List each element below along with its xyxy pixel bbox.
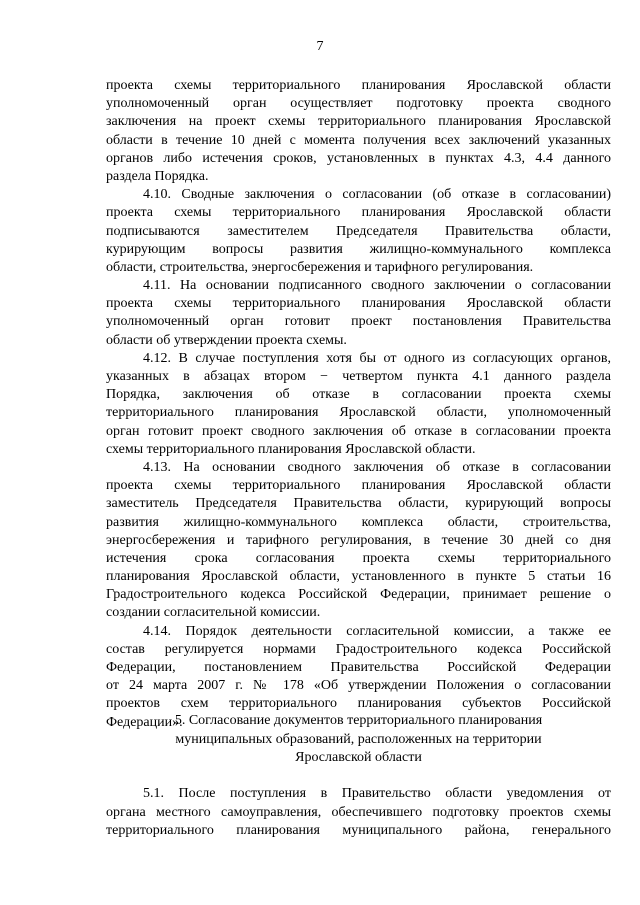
text-line: подписываются заместителем Председателя Правительства области,: [106, 223, 611, 239]
paragraph-4-11: [106, 277, 611, 350]
text-line: раздела Порядка.: [106, 168, 209, 184]
text-line: проекта схемы территориального планирования Ярославской области: [106, 78, 611, 93]
text-line: Федерации, постановлением Правительства Российской Федерации: [106, 660, 611, 675]
text-line: заместитель Председателя Правительства области, курирующий вопросы: [106, 496, 611, 512]
text-line: указанных в абзацах втором − четвертом пункта 4.1 данного раздела: [106, 369, 611, 384]
text-line: создании согласительной комиссии.: [106, 605, 321, 621]
text-line: заключения на проект схемы территориального планирования Ярославской: [106, 114, 611, 130]
text-line: энергосбережения и тарифного регулирования, в течение 30 дней со дня: [106, 532, 611, 548]
text-line: схемы территориального планирования Ярославской области.: [106, 441, 476, 457]
text-line: Градостроительного кодекса Российской Федерации, принимает решение о: [106, 587, 611, 603]
text-line: территориального планирования Ярославской области, уполномоченный: [106, 405, 611, 421]
text-line: Порядка, заключения об отказе в согласовании проекта схемы: [106, 387, 611, 403]
text-line: органа местного самоуправления, обеспечившего подготовку проектов схемы: [106, 804, 611, 820]
text-line: органов либо истечения сроков, установленных в пунктах 4.3, 4.4 данного: [106, 150, 611, 166]
text-line: уполномоченный орган осуществляет подготовку проекта сводного: [106, 96, 611, 112]
text-line: 4.14. Порядок деятельности согласительной комиссии, а также ее: [143, 623, 611, 639]
section-heading-line: 5. Согласование документов территориального планирования: [174, 713, 543, 728]
text-line: территориального планирования муниципального района, генерального: [106, 823, 611, 839]
text-line: планирования Ярославской области, установленного в пункте 5 статьи 16: [106, 569, 611, 585]
text-line: области, строительства, энергосбережения и тарифного регулирования.: [106, 259, 534, 275]
text-line: 4.10. Сводные заключения о согласовании (об отказе в согласовании): [143, 187, 611, 203]
section-heading: [106, 712, 611, 768]
text-line: Федерации».: [106, 714, 183, 730]
paragraph-4-13: [106, 459, 611, 623]
paragraph-5-1: [106, 785, 611, 841]
text-line: проекта схемы территориального планирования Ярославской области: [106, 296, 611, 312]
text-line: 4.11. На основании подписанного сводного заключении о согласовании: [143, 278, 611, 294]
text-line: состав регулируется нормами Градостроительного кодекса Российской: [106, 641, 611, 657]
text-line: 5.1. После поступления в Правительство области уведомления от: [143, 786, 611, 801]
text-line: уполномоченный орган готовит проект постановления Правительства: [106, 314, 611, 330]
text-line: курирующим вопросы развития жилищно-коммунального комплекса: [106, 241, 611, 257]
text-line: проектов схем территориального планирования субъектов Российской: [106, 696, 611, 712]
paragraph-continuation: [106, 77, 611, 186]
section-heading-line: Ярославской области: [295, 750, 422, 765]
text-line: от 24 марта 2007 г. № 178 «Об утверждении Положения о согласовании: [106, 678, 611, 694]
text-line: проекта схемы территориального планирования Ярославской области: [106, 205, 611, 221]
text-line: 4.12. В случае поступления хотя бы от одного из согласующих органов,: [143, 350, 611, 366]
body-text: [106, 77, 611, 732]
text-line: области в течение 10 дней с момента получения всех заключений указанных: [106, 132, 611, 148]
text-line: истечения срока согласования проекта схемы территориального: [106, 550, 611, 566]
text-line: проекта схемы территориального планирования Ярославской области: [106, 478, 611, 494]
paragraph-4-12: [106, 350, 611, 459]
text-line: области об утверждении проекта схемы.: [106, 332, 347, 348]
text-line: развития жилищно-коммунального комплекса области, строительства,: [106, 514, 611, 530]
text-line: орган готовит проект сводного заключения об отказе в согласовании проекта: [106, 423, 611, 439]
paragraph-4-10: [106, 186, 611, 277]
section-heading-line: муниципальных образований, расположенных на территории: [175, 731, 542, 747]
page-number: 7: [316, 39, 324, 54]
text-line: 4.13. На основании сводного заключения об отказе в согласовании: [143, 459, 611, 475]
